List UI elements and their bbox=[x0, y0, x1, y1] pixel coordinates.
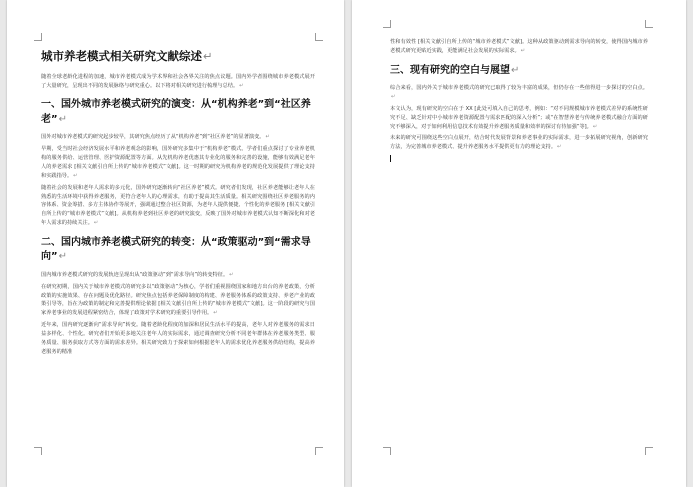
section-3-heading-text: 三、现有研究的空白与展望 bbox=[390, 64, 510, 76]
paragraph-text: 随着社会的发展和老年人需求的多元化，国外研究逐渐转向“社区养老”模式。研究者们发现，社区养老能够让老年人在熟悉的生活环境中获得养老服务，更符合老年人的心理需求，有助于提高其生活质量。相关研究围绕社区养老服务的内容体系、资金筹措、多方主体协作等展开，强调通过整合社区资源，为老年人提供便捷、个性化的养老服务 [相关文献引自所上传的“城市养老模式”文献]。从机构养老到社区养老的研究演变，反映了国外对城市养老模式认知不断深化和对老年人需求的持续关注。 bbox=[41, 184, 315, 227]
section-3-heading bbox=[390, 64, 648, 79]
paragraph-mark: ↵ bbox=[58, 251, 67, 263]
margin-corner-bottom-right bbox=[645, 447, 653, 455]
section-1-paragraph-2 bbox=[41, 145, 315, 180]
paragraph-mark: ↵ bbox=[265, 134, 270, 141]
paragraph-text: 性和有效性 [相关文献引自所上传的“城市养老模式”文献]。这种从政策驱动到需求导向的转变，使得国内城市养老模式研究更贴近实践，更能满足社会发展的实际需求。 bbox=[390, 39, 648, 54]
paragraph-text: 未来的研究可围绕这些空白点展开，结合时代发展背景和养老事业的实际需求，进一步拓展研究视角，创新研究方法，为完善城市养老模式、提升养老服务水平提供更有力的理论支持。 bbox=[390, 135, 648, 151]
paragraph-text: 综合来看，国内外关于城市养老模式的研究已取得了较为丰富的成果，但仍存在一些值得进一步探讨的空白点。 bbox=[390, 85, 648, 92]
section-3-paragraph-3 bbox=[390, 134, 648, 152]
paragraph-mark: ↵ bbox=[391, 94, 396, 101]
section-2-paragraph-3 bbox=[41, 321, 315, 356]
margin-corner-bottom-left bbox=[383, 447, 391, 455]
margin-corner-bottom-left bbox=[34, 447, 42, 455]
paragraph-mark: ↵ bbox=[520, 47, 526, 54]
section-2-heading-text: 二、国内城市养老模式研究的转变：从“政策驱动”到“需求导向” bbox=[41, 236, 311, 263]
section-2-paragraph-2 bbox=[41, 283, 315, 318]
paragraph-text: 国外对城市养老模式的研究起步较早，其研究焦点经历了从“机构养老”到“社区养老”的显著演变。 bbox=[41, 134, 265, 141]
document-page-1 bbox=[7, 0, 344, 487]
section-3-paragraph-2 bbox=[390, 105, 648, 132]
text-cursor bbox=[390, 155, 391, 162]
paragraph-mark: ↵ bbox=[239, 82, 244, 89]
margin-corner-bottom-right bbox=[315, 447, 323, 455]
paragraph-mark: ↵ bbox=[229, 271, 234, 278]
paragraph-text: 本文认为，现有研究的空白在于 XX [此处可填入自己的思考，例如：“对不同规模城市养老模式差异的系统性研究不足、缺乏针对中小城市养老资源配置与需求匹配的深入分析”；或“在智慧养老与传统养老模式融合方面的研究不够深入，对于如何利用信息技术有效提升养老服务质量和效率的探讨有待加强”等]。 bbox=[390, 105, 648, 130]
margin-corner-top-left bbox=[34, 33, 42, 41]
paragraph-mark: ↵ bbox=[73, 172, 78, 179]
continued-paragraph bbox=[390, 38, 648, 56]
paragraph-text: 早期，受当时社会经济发展水平和养老观念的影响，国外研究多集中于“机构养老”模式。学者们重点探讨了专业养老机构的服务供给、运营管理、医护资源配置等方面。从先机构养老优惠其专业化的服务和完善的设施，能够有效满足老年人的养老需求 [相关文献引自所上传的“城市养老模式”文献]。这一时期的研究为机构养老的规范化发展提供了理论支持和实践指导。 bbox=[41, 146, 315, 179]
section-1-heading bbox=[41, 98, 315, 127]
document-page-2 bbox=[352, 0, 686, 487]
margin-corner-top-right bbox=[315, 33, 323, 41]
section-2-heading bbox=[41, 236, 315, 265]
document-title bbox=[41, 50, 315, 64]
section-1-paragraph-1 bbox=[41, 133, 315, 142]
section-1-paragraph-3 bbox=[41, 184, 315, 228]
paragraph-mark: ↵ bbox=[58, 113, 67, 125]
intro-text: 随着全球老龄化进程的加速，城市养老模式成为学术界和社会各界关注的焦点议题。国内外学者围绕城市养老模式展开了大量研究，呈现出不同的发展脉络与研究重心。以下将对相关研究进行梳理与总结。 bbox=[41, 73, 315, 89]
paragraph-text: 在研究初期，国内关于城市养老模式的研究多以“政策驱动”为核心，学者们重视围绕国家和地方出台的养老政策，分析政策的实施效果、存在问题及优化路径。研究焦点包括养老保障制度的构建、养老服务体系的政策支持、养老产业的政策引导等，旨在为政策的制定和完善提供理论依据 [相关文献引自所上传的“城市养老模式”文献]。这一阶段的研究与国家养老事业的发展进程紧密结合，体现了政策对学术研究的重要引导作用。 bbox=[41, 283, 315, 317]
page-1-body[interactable] bbox=[41, 50, 315, 360]
paragraph-mark: ↵ bbox=[213, 310, 218, 317]
paragraph-mark: ↵ bbox=[511, 64, 520, 76]
margin-corner-top-left bbox=[383, 20, 391, 28]
margin-corner-top-right bbox=[645, 20, 653, 28]
section-2-paragraph-1 bbox=[41, 271, 315, 280]
paragraph-mark: ↵ bbox=[203, 49, 213, 63]
paragraph-text: 近年来，国内研究逐渐向“需求导向”转变。随着老龄化程度的加深和居民生活水平的提高，老年人对养老服务的需求日益多样化、个性化。研究者们开始更多地关注老年人的实际需求，通过调查研究分析不同老年群体在养老服务类型、服务质量、服务获取方式等方面的需求差异。相关研究致力于探索如何根据老年人的需求优化养老服务供给结构，提高养老服务的精准 bbox=[41, 322, 315, 355]
paragraph-text: 国内城市养老模式研究的发展轨迹呈现出从“政策驱动”到“需求导向”的转变特征。 bbox=[41, 271, 229, 278]
intro-paragraph bbox=[41, 73, 315, 91]
paragraph-mark: ↵ bbox=[93, 220, 99, 227]
paragraph-mark: ↵ bbox=[592, 123, 598, 130]
paragraph-mark: ↵ bbox=[557, 144, 562, 151]
section-3-paragraph-1 bbox=[390, 84, 648, 102]
section-1-heading-text: 一、国外城市养老模式研究的演变：从“机构养老”到“社区养老” bbox=[41, 99, 311, 125]
document-title-text: 城市养老模式相关研究文献综述 bbox=[41, 49, 202, 63]
page-2-body[interactable] bbox=[390, 38, 648, 162]
